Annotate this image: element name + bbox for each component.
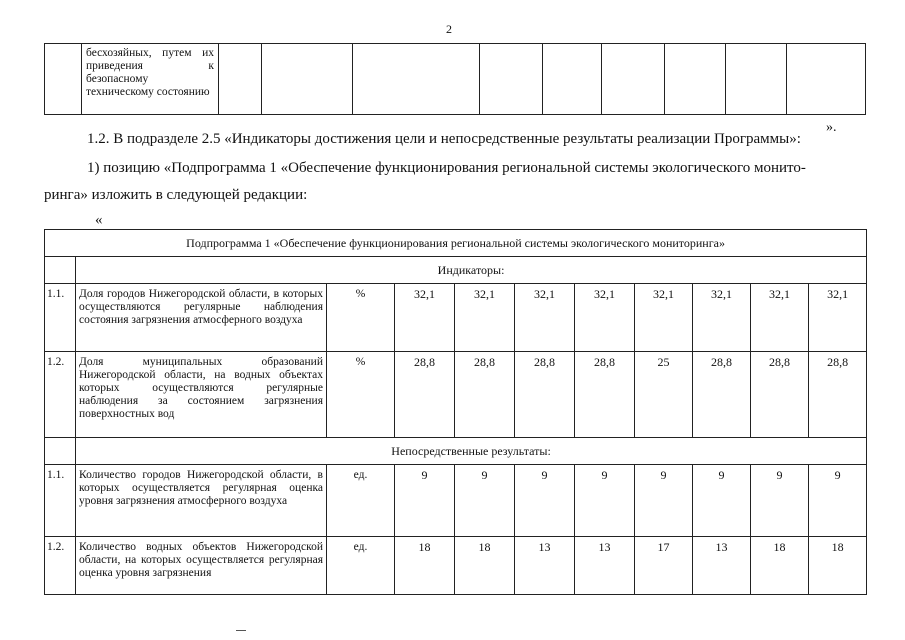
value-cell: 9 bbox=[635, 465, 693, 537]
value-cell: 13 bbox=[575, 537, 635, 595]
row-code: 1.2. bbox=[45, 537, 76, 595]
value-cell: 18 bbox=[455, 537, 515, 595]
value-cell: 9 bbox=[395, 465, 455, 537]
value-cell: 28,8 bbox=[395, 352, 455, 438]
value-cell: 32,1 bbox=[751, 284, 809, 352]
value-cell: 9 bbox=[751, 465, 809, 537]
value-cell: 18 bbox=[395, 537, 455, 595]
value-cell: 28,8 bbox=[455, 352, 515, 438]
value-cell: 28,8 bbox=[693, 352, 751, 438]
value-cell: 32,1 bbox=[809, 284, 867, 352]
value-cell: 28,8 bbox=[751, 352, 809, 438]
fragment-text: бесхозяйных, путем их приведения к безопасному техническому состоянию bbox=[86, 47, 214, 98]
row-code: 1.2. bbox=[45, 352, 76, 438]
value-cell: 9 bbox=[809, 465, 867, 537]
row-unit: % bbox=[327, 284, 395, 352]
value-cell: 32,1 bbox=[575, 284, 635, 352]
results-header: Непосредственные результаты: bbox=[76, 438, 867, 465]
value-cell: 28,8 bbox=[515, 352, 575, 438]
row-description: Количество городов Нижегородской области, в которых осуществляется регулярная оценка уровня загрязнения атмосферного воздуха bbox=[76, 465, 327, 537]
previous-table-fragment bbox=[44, 43, 866, 115]
opening-quote: « bbox=[95, 212, 103, 228]
row-unit: ед. bbox=[327, 465, 395, 537]
row-description: Доля городов Нижегородской области, в которых осуществляются регулярные наблюдения состояния загрязнения атмосферного воздуха bbox=[76, 284, 327, 352]
value-cell: 32,1 bbox=[635, 284, 693, 352]
row-unit: % bbox=[327, 352, 395, 438]
table-row bbox=[45, 352, 867, 438]
page-number: 2 bbox=[446, 22, 452, 36]
value-cell: 25 bbox=[635, 352, 693, 438]
row-description: Количество водных объектов Нижегородской области, на которых осуществляется регулярная оценка уровня загрязнения bbox=[76, 537, 327, 595]
scan-mark bbox=[236, 630, 246, 631]
subprogram-title: Подпрограмма 1 «Обеспечение функционирования региональной системы экологического мониторинга» bbox=[45, 230, 867, 257]
table-row bbox=[45, 537, 867, 595]
paragraph-item-1-line1: 1) позицию «Подпрограмма 1 «Обеспечение функционирования региональной системы экологического монито- bbox=[87, 160, 806, 176]
paragraph-1-2: 1.2. В подразделе 2.5 «Индикаторы достижения цели и непосредственные результаты реализации Программы»: bbox=[87, 131, 801, 147]
row-unit: ед. bbox=[327, 537, 395, 595]
row-code: 1.1. bbox=[45, 284, 76, 352]
value-cell: 9 bbox=[575, 465, 635, 537]
value-cell: 18 bbox=[751, 537, 809, 595]
table-row bbox=[45, 465, 867, 537]
value-cell: 18 bbox=[809, 537, 867, 595]
value-cell: 13 bbox=[693, 537, 751, 595]
value-cell: 32,1 bbox=[455, 284, 515, 352]
paragraph-item-1-line2: ринга» изложить в следующей редакции: bbox=[44, 187, 308, 203]
row-code: 1.1. bbox=[45, 465, 76, 537]
value-cell: 9 bbox=[455, 465, 515, 537]
value-cell: 32,1 bbox=[395, 284, 455, 352]
value-cell: 28,8 bbox=[809, 352, 867, 438]
indicators-table bbox=[44, 229, 867, 595]
value-cell: 17 bbox=[635, 537, 693, 595]
value-cell: 9 bbox=[693, 465, 751, 537]
table-row bbox=[45, 284, 867, 352]
value-cell: 9 bbox=[515, 465, 575, 537]
value-cell: 13 bbox=[515, 537, 575, 595]
row-description: Доля муниципальных образований Нижегородской области, на водных объектах которых осуществляются регулярные наблюдения за состоянием загрязнения поверхностных вод bbox=[76, 352, 327, 438]
value-cell: 32,1 bbox=[693, 284, 751, 352]
value-cell: 28,8 bbox=[575, 352, 635, 438]
indicators-header: Индикаторы: bbox=[76, 257, 867, 284]
value-cell: 32,1 bbox=[515, 284, 575, 352]
closing-quote: ». bbox=[826, 120, 837, 135]
